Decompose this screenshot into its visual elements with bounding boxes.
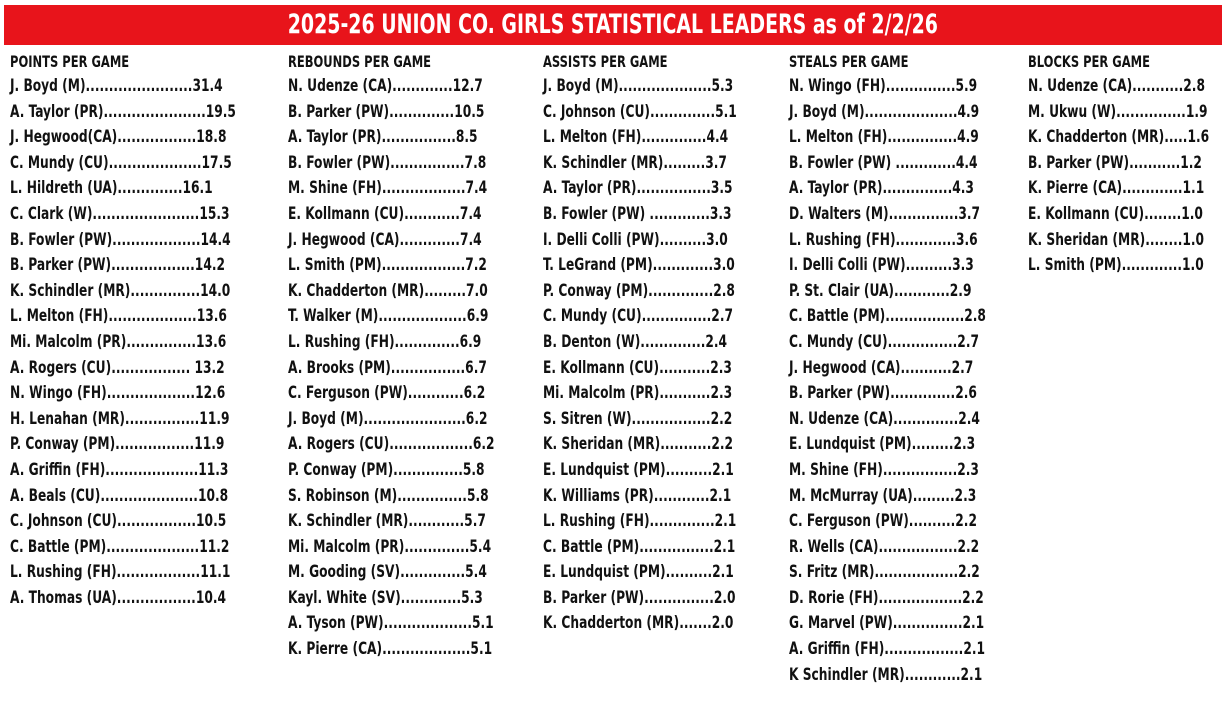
leader-entry [543,611,785,637]
column-heading-text: STEALS PER GAME [789,52,909,71]
leader-entry [789,586,1035,612]
leader-entry [288,253,546,279]
leader-entry [543,228,785,254]
leader-entry [543,253,785,279]
leader-entry [288,407,546,433]
leader-entry-text: C. Ferguson (PW)..........2.2 [789,511,977,532]
leader-entry-text: T. LeGrand (PM).............3.0 [543,255,735,276]
leader-entry-text: A. Rogers (CU)................. 13.2 [10,357,225,378]
leader-entry-text: K. Chadderton (MR).........7.0 [288,280,488,301]
leader-entry-text: B. Parker (PW)..................14.2 [10,255,225,276]
leader-entry-text: M. Ukwu (W)...............1.9 [1028,101,1208,122]
leader-entry [288,356,546,382]
leader-entry [10,330,292,356]
leader-entry-text: C. Ferguson (PW)............6.2 [288,383,486,404]
leader-entry-text: E. Lundquist (PM).........2.3 [789,434,976,455]
leader-entry-text: A. Taylor (PR)......................19.5 [10,101,236,122]
leader-entry-text: T. Walker (M)...................6.9 [288,306,489,327]
leader-entry [543,381,785,407]
leader-entry [288,304,546,330]
leader-entry [789,74,1035,100]
leader-entry-text: C. Mundy (CU)...............2.7 [543,306,733,327]
leader-entry-text: J. Hegwood (CA).............7.4 [288,229,482,250]
leader-entry [10,202,292,228]
leader-entry-text: P. St. Clair (UA)............2.9 [789,280,972,301]
leader-entry-text: J. Boyd (M).......................31.4 [10,76,223,96]
leader-entry [10,407,292,433]
leader-entry [10,458,292,484]
leader-entry [789,279,1035,305]
leader-entry [543,535,785,561]
leader-entry [789,663,1035,689]
leader-entry-text: P. Conway (PM)..............2.8 [543,280,735,301]
leader-entry-text: K. Schindler (MR)............5.7 [288,511,486,532]
leader-entry [10,253,292,279]
leader-entry-text: N. Udenze (CA)...........2.8 [1028,76,1205,96]
leader-entry [288,484,546,510]
leader-entry [543,560,785,586]
leader-entry-text: B. Parker (PW)...............2.0 [543,587,736,608]
leader-entry [1028,253,1226,279]
leader-entry-text: K. Chadderton (MR).......2.0 [543,613,734,634]
leader-entry [10,535,292,561]
leader-entry-text: P. Conway (PM)...............5.8 [288,459,485,480]
leader-entry [789,356,1035,382]
leader-entry-text: J. Boyd (M)......................6.2 [288,408,488,429]
leader-entry [789,330,1035,356]
leader-entry-text: K. Sheridan (MR)...........2.2 [543,434,734,455]
leader-entry-text: S. Robinson (M)...............5.8 [288,485,489,506]
leader-entry-text: Mi. Malcolm (PR)...............13.6 [10,331,227,352]
leader-entry-text: N. Wingo (FH)...............5.9 [789,76,978,96]
leader-entry [543,458,785,484]
leader-entry-text: A. Griffin (FH)....................11.3 [10,459,229,480]
leader-entry [288,560,546,586]
leader-entry-text: A. Rogers (CU)..................6.2 [288,434,495,455]
leader-entry-text: H. Lenahan (MR)................11.9 [10,408,230,429]
leader-entry [789,100,1035,126]
leader-entry-text: K. Schindler (MR).........3.7 [543,152,727,173]
leader-entry [1028,74,1226,100]
assists-column [543,50,785,637]
leader-entry-text: A. Beals (CU).....................10.8 [10,485,229,506]
points-column [10,50,292,611]
leader-entry-text: P. Conway (PM).................11.9 [10,434,225,455]
leader-entry-text: B. Parker (PW)..............2.6 [789,383,977,404]
leader-entry [10,125,292,151]
leader-entry [10,381,292,407]
leader-entry-text: B. Fowler (PW) .............4.4 [789,152,978,173]
leader-entry-text: M. Shine (FH)................2.3 [789,459,979,480]
leader-entry-text: I. Delli Colli (PW)..........3.3 [789,255,974,276]
leader-entry [543,125,785,151]
leader-entry [288,611,546,637]
leader-entry [789,176,1035,202]
leader-entry-text: D. Walters (M)...............3.7 [789,203,981,224]
leader-entry-text: G. Marvel (PW)...............2.1 [789,613,985,634]
leader-entry-text: L. Smith (PM).............1.0 [1028,255,1204,276]
leader-entry [543,407,785,433]
leader-entry [789,381,1035,407]
leader-entry [10,228,292,254]
leader-entry [789,611,1035,637]
leader-entry-text: N. Udenze (CA)..............2.4 [789,408,980,429]
leader-entry [10,74,292,100]
leader-entry-text: C. Battle (PM)................2.1 [543,536,736,557]
leader-entry-text: K. Schindler (MR)...............14.0 [10,280,231,301]
leader-entry [543,586,785,612]
leader-entry [10,176,292,202]
leader-entry-text: J. Hegwood (CA)...........2.7 [789,357,974,378]
leader-entry [1028,176,1226,202]
leader-entry-text: L. Hildreth (UA)..............16.1 [10,178,213,199]
leader-entry [10,356,292,382]
blocks-column [1028,50,1226,279]
leader-entry-text: L. Rushing (FH)..............2.1 [543,511,737,532]
leader-entry-text: L. Rushing (FH)..............6.9 [288,331,482,352]
leader-entry [10,100,292,126]
leader-entry [789,407,1035,433]
leader-entry-text: C. Johnson (CU)..............5.1 [543,101,737,122]
leader-entry-text: R. Wells (CA).................2.2 [789,536,980,557]
leader-entry [543,304,785,330]
leader-entry [288,279,546,305]
leader-entry [543,151,785,177]
leader-entry [10,304,292,330]
page-title: 2025-26 UNION CO. GIRLS STATISTICAL LEADERS as of 2/2/26 [287,9,939,40]
leader-entry-text: C. Clark (W).......................15.3 [10,203,230,224]
leader-entry [543,202,785,228]
leader-entry-text: M. Shine (FH)..................7.4 [288,178,488,199]
leader-entry-text: J. Boyd (M)....................4.9 [789,101,980,122]
leader-entry-text: E. Lundquist (PM)..........2.1 [543,562,734,583]
leader-entry [789,509,1035,535]
leader-entry [10,432,292,458]
leader-entry-text: A. Taylor (PR)................3.5 [543,178,733,199]
leader-entry [1028,228,1226,254]
steals-column [789,50,1035,688]
leader-entry [288,202,546,228]
column-heading-text: ASSISTS PER GAME [543,52,668,71]
leader-entry [10,484,292,510]
leader-entry [789,253,1035,279]
leader-entry-text: B. Fowler (PW)...................14.4 [10,229,231,250]
leader-entry [543,279,785,305]
leader-entry-text: Kayl. White (SV).............5.3 [288,587,483,608]
leader-entry [1028,100,1226,126]
leader-entry-text: L. Melton (FH)..............4.4 [543,127,729,148]
leader-entry-text: J. Boyd (M)....................5.3 [543,76,734,96]
leader-entry [288,432,546,458]
leader-entry [288,381,546,407]
leader-entry-text: N. Udenze (CA).............12.7 [288,76,483,96]
leader-entry [10,586,292,612]
leader-entry [543,509,785,535]
leader-entry-text: K. Pierre (CA)...................5.1 [288,639,493,660]
leader-entry-text: C. Battle (PM).................2.8 [789,306,986,327]
leader-entry-text: Mi. Malcolm (PR)...........2.3 [543,383,733,404]
leader-entry [288,125,546,151]
leader-entry-text: C. Johnson (CU).................10.5 [10,511,227,532]
leader-entry-text: A. Taylor (PR)...............4.3 [789,178,974,199]
leader-entry [789,304,1035,330]
leader-entry [543,356,785,382]
leader-entry-text: K. Sheridan (MR)........1.0 [1028,229,1205,250]
leader-entry-text: K. Chadderton (MR).....1.6 [1028,127,1210,148]
leader-entry-text: B. Parker (PW)...........1.2 [1028,152,1202,173]
leader-entry [1028,125,1226,151]
leader-entry [288,458,546,484]
leader-entry [10,151,292,177]
leader-entry-text: A. Brooks (PM)................6.7 [288,357,487,378]
leader-entry-text: C. Mundy (CU)...............2.7 [789,331,979,352]
leader-entry [789,535,1035,561]
column-heading [288,50,546,74]
leader-entry [543,330,785,356]
leader-entry-text: B. Denton (W)..............2.4 [543,331,728,352]
leader-entry [789,560,1035,586]
leader-entry [288,535,546,561]
leader-entry-text: E. Lundquist (PM)..........2.1 [543,459,734,480]
leader-entry-text: A. Tyson (PW)...................5.1 [288,613,494,634]
leader-entry-text: A. Taylor (PR)................8.5 [288,127,478,148]
leader-entry-text: K Schindler (MR)............2.1 [789,664,983,685]
leader-entry [789,458,1035,484]
leader-entry [288,100,546,126]
leader-entry-text: E. Kollmann (CU)............7.4 [288,203,482,224]
leader-entry-text: C. Mundy (CU)....................17.5 [10,152,232,173]
leader-entry [288,330,546,356]
leader-entry-text: L. Melton (FH)...............4.9 [789,127,979,148]
leader-entry-text: I. Delli Colli (PW)..........3.0 [543,229,728,250]
leader-entry [789,432,1035,458]
leader-entry-text: B. Fowler (PW)................7.8 [288,152,487,173]
leader-entry [10,279,292,305]
column-heading-text: REBOUNDS PER GAME [288,52,432,71]
leader-entry [10,509,292,535]
leader-entry [288,637,546,663]
leader-entry-text: N. Wingo (FH)...................12.6 [10,383,226,404]
leader-entry-text: E. Kollmann (CU)........1.0 [1028,203,1203,224]
leader-entry-text: L. Smith (PM)..................7.2 [288,255,487,276]
leader-entry [789,637,1035,663]
leader-entry-text: K. Williams (PR)............2.1 [543,485,732,506]
rebounds-column [288,50,546,663]
column-heading [543,50,785,74]
leader-entry-text: K. Pierre (CA).............1.1 [1028,178,1205,199]
leader-entry-text: A. Griffin (FH).................2.1 [789,639,985,660]
leader-entry-text: E. Kollmann (CU)...........2.3 [543,357,732,378]
leader-entry-text: Mi. Malcolm (PR)..............5.4 [288,536,492,557]
leader-entry-text: A. Thomas (UA).................10.4 [10,587,227,608]
leader-entry-text: B. Parker (PW)..............10.5 [288,101,485,122]
column-heading [789,50,1035,74]
leader-entry-text: B. Fowler (PW) .............3.3 [543,203,732,224]
leader-entry-text: L. Melton (FH)...................13.6 [10,306,227,327]
leader-entry-text: L. Rushing (FH)..................11.1 [10,562,231,583]
leader-entry [789,228,1035,254]
leader-entry [288,228,546,254]
leader-entry [288,74,546,100]
leader-entry [1028,202,1226,228]
leader-entry [288,176,546,202]
leader-entry-text: S. Sitren (W).................2.2 [543,408,733,429]
leader-entry-text: D. Rorie (FH)..................2.2 [789,587,984,608]
column-heading [1028,50,1226,74]
title-banner [4,5,1222,45]
leader-entry [789,202,1035,228]
leader-entry [288,151,546,177]
leader-entry-text: M. Gooding (SV)..............5.4 [288,562,487,583]
leader-entry-text: M. McMurray (UA).........2.3 [789,485,977,506]
column-heading-text: BLOCKS PER GAME [1028,52,1150,71]
leader-entry [789,151,1035,177]
leader-entry-text: L. Rushing (FH).............3.6 [789,229,978,250]
leader-entry [543,176,785,202]
leader-entry-text: J. Hegwood(CA).................18.8 [10,127,227,148]
leader-entry [288,586,546,612]
leader-entry [543,432,785,458]
leader-entry [10,560,292,586]
leader-entry [789,484,1035,510]
column-heading-text: POINTS PER GAME [10,52,130,71]
leader-entry [543,484,785,510]
leader-entry [1028,151,1226,177]
leader-entry [543,74,785,100]
leader-entry [789,125,1035,151]
leader-entry [288,509,546,535]
column-heading [10,50,292,74]
leader-entry-text: C. Battle (PM)....................11.2 [10,536,230,557]
leader-entry-text: S. Fritz (MR)..................2.2 [789,562,980,583]
leader-entry [543,100,785,126]
